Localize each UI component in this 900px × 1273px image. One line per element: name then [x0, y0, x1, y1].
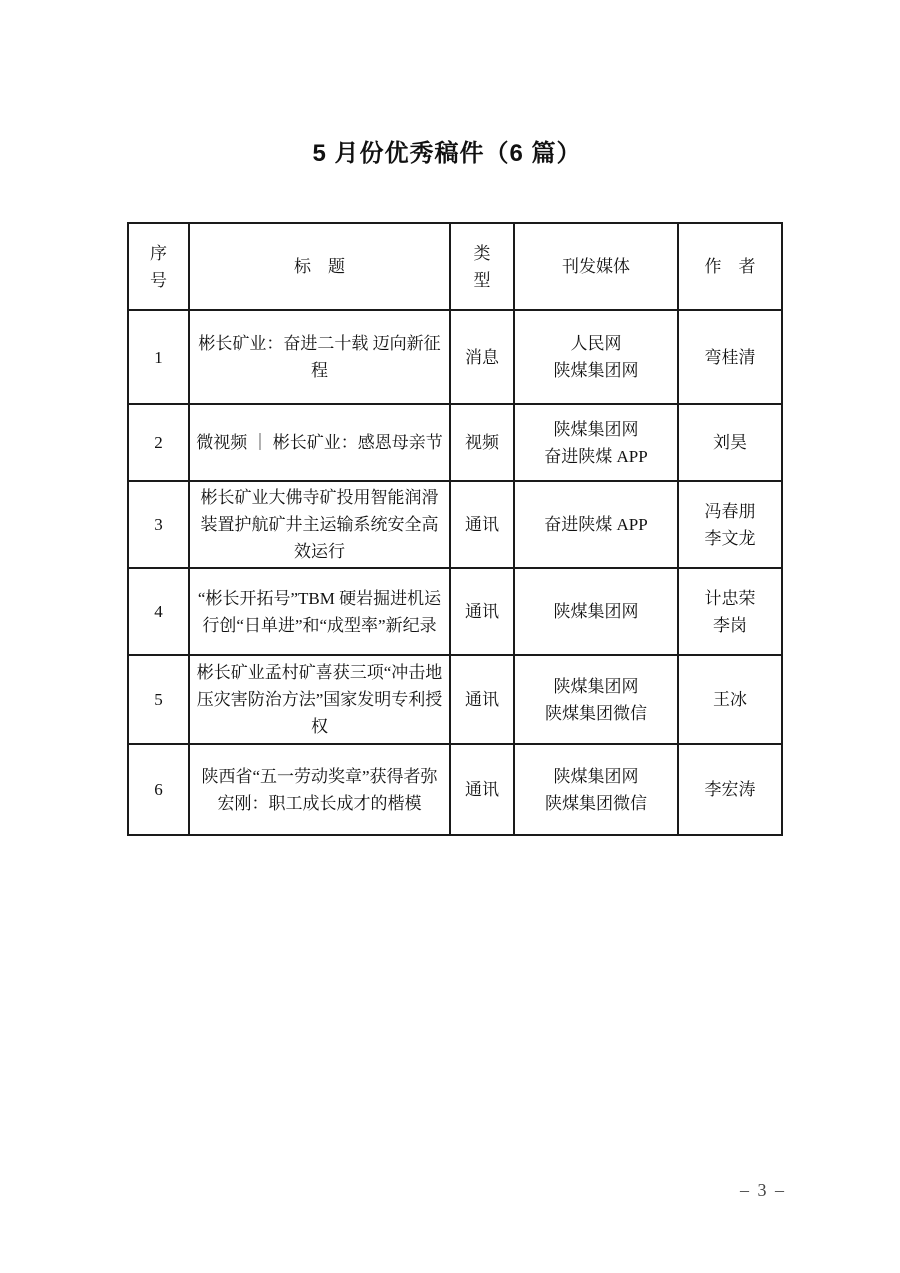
cell-title: “彬长开拓号”TBM 硬岩掘进机运行创“日单进”和“成型率”新纪录 — [189, 568, 450, 655]
cell-media — [514, 744, 678, 835]
page-title: 5 月份优秀稿件（6 篇） — [312, 140, 582, 167]
table-row — [128, 744, 782, 835]
cell-author — [678, 310, 782, 404]
cell-author — [678, 744, 782, 835]
cell-no: 1 — [128, 310, 189, 404]
media-line: 陕煤集团微信 — [545, 703, 647, 723]
header-cell-title: 标 题 — [189, 223, 450, 310]
cell-no: 4 — [128, 568, 189, 655]
header-cell-no: 序 号 — [128, 223, 189, 310]
cell-no: 2 — [128, 404, 189, 481]
media-line: 陕煤集团网 — [553, 602, 639, 621]
media-line: 人民网 — [570, 334, 622, 353]
cell-type: 视频 — [450, 404, 514, 481]
author-line: 弯桂清 — [704, 347, 756, 367]
cell-media — [514, 481, 678, 568]
cell-media — [514, 568, 678, 655]
cell-title: 微视频 ｜ 彬长矿业：感恩母亲节 — [189, 404, 450, 481]
media-line: 奋进陕煤 APP — [544, 515, 648, 534]
header-cell-media: 刊发媒体 — [514, 223, 678, 310]
media-line: 陕煤集团微信 — [545, 793, 647, 813]
page-number: – 3 – — [740, 1180, 786, 1200]
cell-media — [514, 404, 678, 481]
table-row — [128, 310, 782, 404]
cell-title: 彬长矿业大佛寺矿投用智能润滑装置护航矿井主运输系统安全高效运行 — [189, 481, 450, 568]
author-line: 计忠荣 — [704, 588, 756, 608]
table-row — [128, 481, 782, 568]
cell-author — [678, 655, 782, 744]
author-line: 冯春朋 — [704, 501, 756, 521]
media-line: 陕煤集团网 — [553, 766, 639, 786]
cell-type: 通讯 — [450, 568, 514, 655]
cell-author — [678, 481, 782, 568]
table-row — [128, 655, 782, 744]
cell-author — [678, 568, 782, 655]
cell-type: 通讯 — [450, 655, 514, 744]
media-line: 陕煤集团网 — [553, 361, 639, 380]
cell-author — [678, 404, 782, 481]
media-line: 陕煤集团网 — [553, 676, 639, 696]
table-header-row — [128, 223, 782, 310]
media-line: 奋进陕煤 APP — [544, 446, 648, 466]
author-line: 李岗 — [713, 615, 747, 635]
header-cell-author: 作 者 — [678, 223, 782, 310]
author-line: 刘昊 — [713, 433, 747, 452]
media-line: 陕煤集团网 — [553, 419, 639, 439]
cell-type: 通讯 — [450, 481, 514, 568]
cell-no: 3 — [128, 481, 189, 568]
table-row — [128, 404, 782, 481]
author-line: 王冰 — [713, 690, 747, 709]
articles-table — [127, 222, 783, 836]
cell-no: 6 — [128, 744, 189, 835]
cell-media — [514, 655, 678, 744]
table-row — [128, 568, 782, 655]
cell-type: 消息 — [450, 310, 514, 404]
cell-title: 陕西省“五一劳动奖章”获得者弥宏刚：职工成长成才的楷模 — [189, 744, 450, 835]
cell-media — [514, 310, 678, 404]
author-line: 李文龙 — [704, 528, 756, 548]
header-cell-type: 类 型 — [450, 223, 514, 310]
cell-no: 5 — [128, 655, 189, 744]
author-line: 李宏涛 — [704, 780, 756, 799]
cell-title: 彬长矿业孟村矿喜获三项“冲击地压灾害防治方法”国家发明专利授权 — [189, 655, 450, 744]
cell-title: 彬长矿业：奋进二十载 迈向新征程 — [189, 310, 450, 404]
cell-type: 通讯 — [450, 744, 514, 835]
